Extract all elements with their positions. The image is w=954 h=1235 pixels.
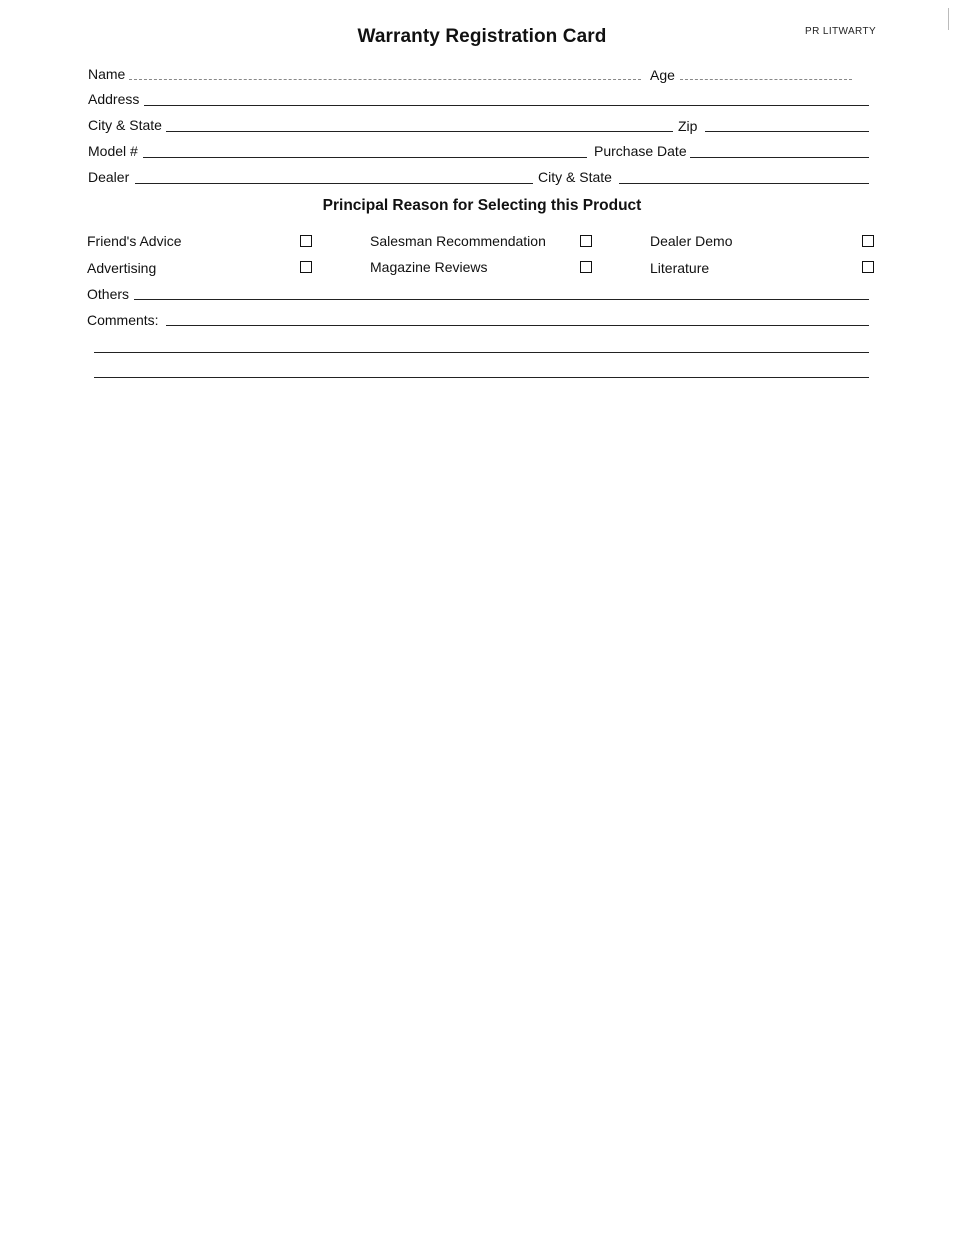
model-field[interactable] — [143, 157, 587, 158]
option-literature-label: Literature — [650, 260, 710, 276]
dealer-field[interactable] — [135, 183, 533, 184]
name-field[interactable] — [129, 79, 641, 80]
option-magazine-reviews-checkbox[interactable] — [580, 261, 592, 273]
purchase-date-field[interactable] — [690, 157, 869, 158]
purchase-date-label: Purchase Date — [594, 143, 687, 159]
comments-label: Comments: — [87, 312, 159, 328]
option-dealer-demo-label: Dealer Demo — [650, 233, 733, 249]
comments-line-2[interactable] — [94, 352, 869, 353]
dealer-label: Dealer — [88, 169, 130, 185]
option-salesman-recommendation-label: Salesman Recommendation — [370, 233, 546, 249]
option-advertising-label: Advertising — [87, 260, 157, 276]
option-dealer-demo-checkbox[interactable] — [862, 235, 874, 247]
option-salesman-recommendation-checkbox[interactable] — [580, 235, 592, 247]
name-label: Name — [88, 66, 126, 82]
zip-field[interactable] — [705, 131, 869, 132]
option-literature-checkbox[interactable] — [862, 261, 874, 273]
document-code: PR LITWARTY — [805, 26, 877, 37]
age-label: Age — [650, 67, 675, 83]
city-state-label: City & State — [88, 117, 162, 133]
comments-line-1[interactable] — [166, 325, 869, 326]
option-friends-advice-label: Friend's Advice — [87, 233, 182, 249]
option-advertising-checkbox[interactable] — [300, 261, 312, 273]
comments-line-3[interactable] — [94, 377, 869, 378]
city-state-field[interactable] — [166, 131, 673, 132]
address-field[interactable] — [144, 105, 869, 106]
model-label: Model # — [88, 143, 138, 159]
address-label: Address — [88, 91, 140, 107]
age-field[interactable] — [680, 79, 852, 80]
others-field[interactable] — [134, 299, 869, 300]
others-label: Others — [87, 286, 130, 302]
zip-label: Zip — [678, 118, 698, 134]
dealer-city-state-field[interactable] — [619, 183, 869, 184]
dealer-city-state-label: City & State — [538, 169, 612, 185]
card-title: Warranty Registration Card — [357, 26, 607, 47]
reasons-heading: Principal Reason for Selecting this Product — [322, 197, 642, 214]
option-friends-advice-checkbox[interactable] — [300, 235, 312, 247]
option-magazine-reviews-label: Magazine Reviews — [370, 259, 488, 275]
